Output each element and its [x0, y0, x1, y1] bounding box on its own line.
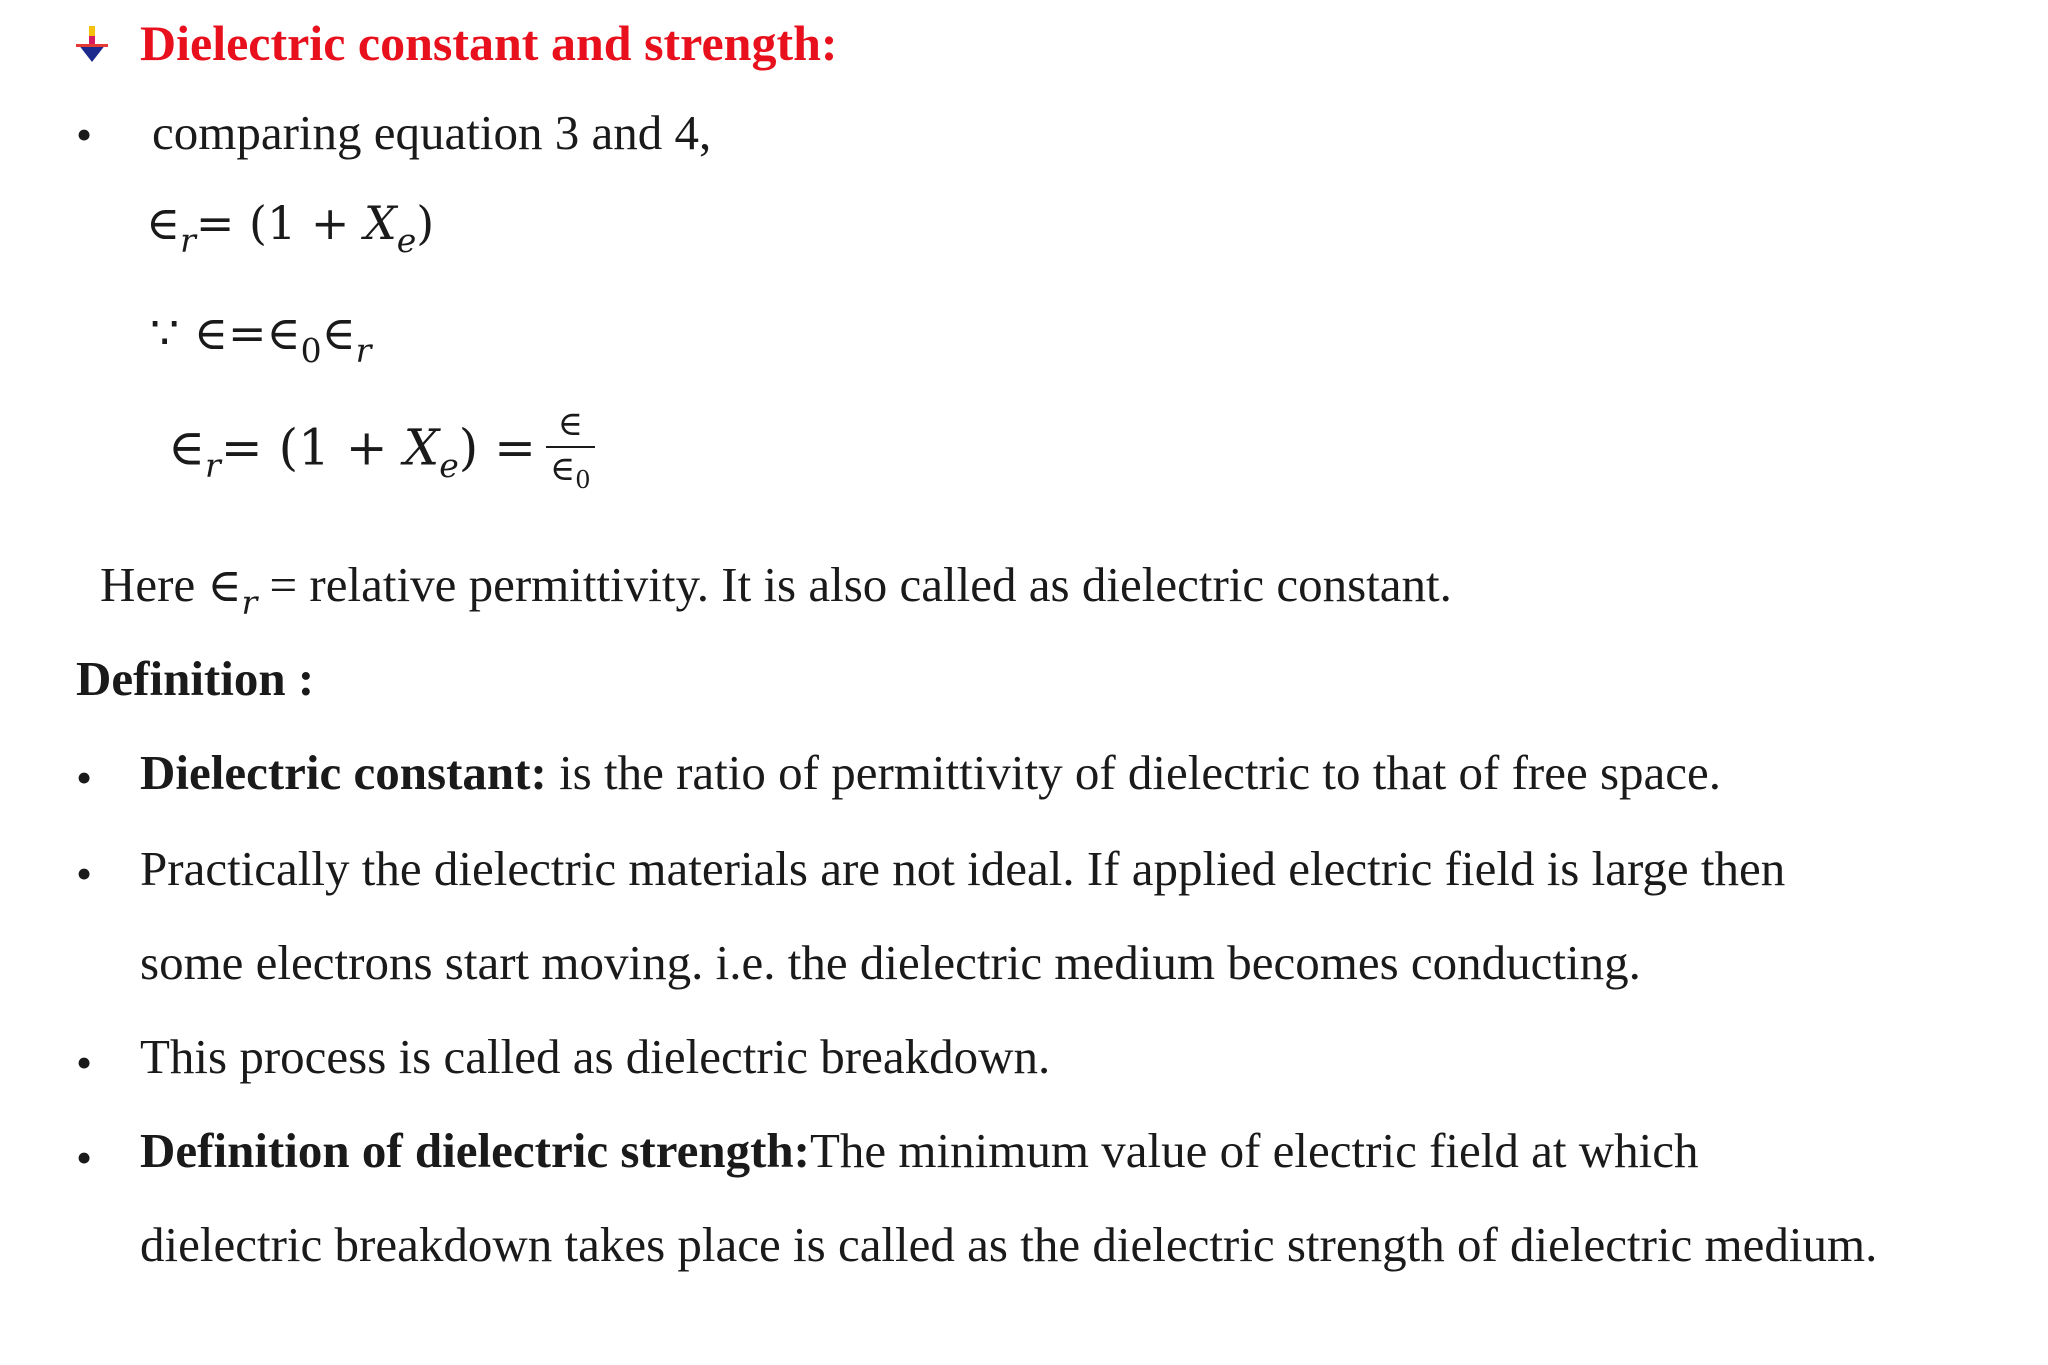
bullet-4-line-1 [140, 1122, 1698, 1179]
bullet-2-line-1: Practically the dielectric materials are not ideal. If applied electric field is large then [140, 841, 1786, 896]
here-post: = relative permittivity. It is also called as dielectric constant. [257, 557, 1452, 612]
bullet-1 [140, 744, 1721, 801]
bullet-4-bold: Definition of dielectric strength: [140, 1123, 810, 1178]
bullet-4-text: The minimum value of electric field at which [809, 1123, 1699, 1178]
subscript: e [396, 221, 417, 260]
eq-text: = (1 + [195, 196, 365, 250]
bullet-1-bold: Dielectric constant: [140, 745, 547, 800]
bullet-3: This process is called as dielectric breakdown. [140, 1029, 1051, 1084]
epsilon-symbol: ∈ [207, 558, 242, 612]
bullet-dot-icon: • [76, 1132, 93, 1183]
subscript: e [439, 446, 459, 486]
here-pre: Here [100, 557, 208, 612]
equation-2 [150, 306, 372, 370]
definition-heading: Definition : [76, 651, 315, 706]
bullet-dot-icon: • [76, 1037, 93, 1088]
bullet-4-line-2: dielectric breakdown takes place is called as the dielectric strength of dielectric medium. [140, 1217, 1878, 1272]
fraction-numerator: ∈ [557, 404, 583, 444]
down-arrow-icon [72, 24, 112, 64]
here-line [100, 556, 1452, 622]
eq-text: ∈=∈ [179, 306, 301, 360]
intro-text: comparing equation 3 and 4, [152, 105, 712, 160]
subscript: r [205, 446, 221, 486]
bullet-dot-icon: • [76, 109, 93, 160]
epsilon-symbol: ∈ [146, 196, 181, 250]
equation-3 [168, 404, 595, 495]
fraction-denominator [546, 449, 594, 495]
section-title: Dielectric constant and strength: [140, 15, 838, 71]
x-symbol: X [364, 196, 397, 250]
fraction [546, 404, 594, 495]
equation-1 [146, 196, 435, 260]
subscript: r [180, 221, 196, 260]
bullet-1-text: is the ratio of permittivity of dielectric to that of free space. [546, 745, 1722, 800]
eq-text: = (1 + [220, 418, 404, 477]
bullet-dot-icon: • [76, 752, 93, 803]
eq-text: = [478, 418, 537, 477]
epsilon-symbol: ∈ [321, 306, 356, 360]
fraction-bar [546, 446, 594, 448]
x-symbol: X [403, 418, 440, 477]
because-symbol: ∵ [150, 306, 180, 360]
epsilon-symbol: ∈ [550, 449, 576, 490]
epsilon-symbol: ∈ [168, 418, 206, 477]
subscript: 0 [575, 466, 591, 495]
subscript: 0 [300, 331, 322, 370]
eq-text: ) [416, 196, 435, 250]
subscript: r [355, 331, 372, 370]
bullet-2-line-2: some electrons start moving. i.e. the dielectric medium becomes conducting. [140, 935, 1641, 990]
eq-text: ) [458, 418, 479, 477]
subscript: r [241, 583, 258, 622]
bullet-dot-icon: • [76, 848, 93, 899]
